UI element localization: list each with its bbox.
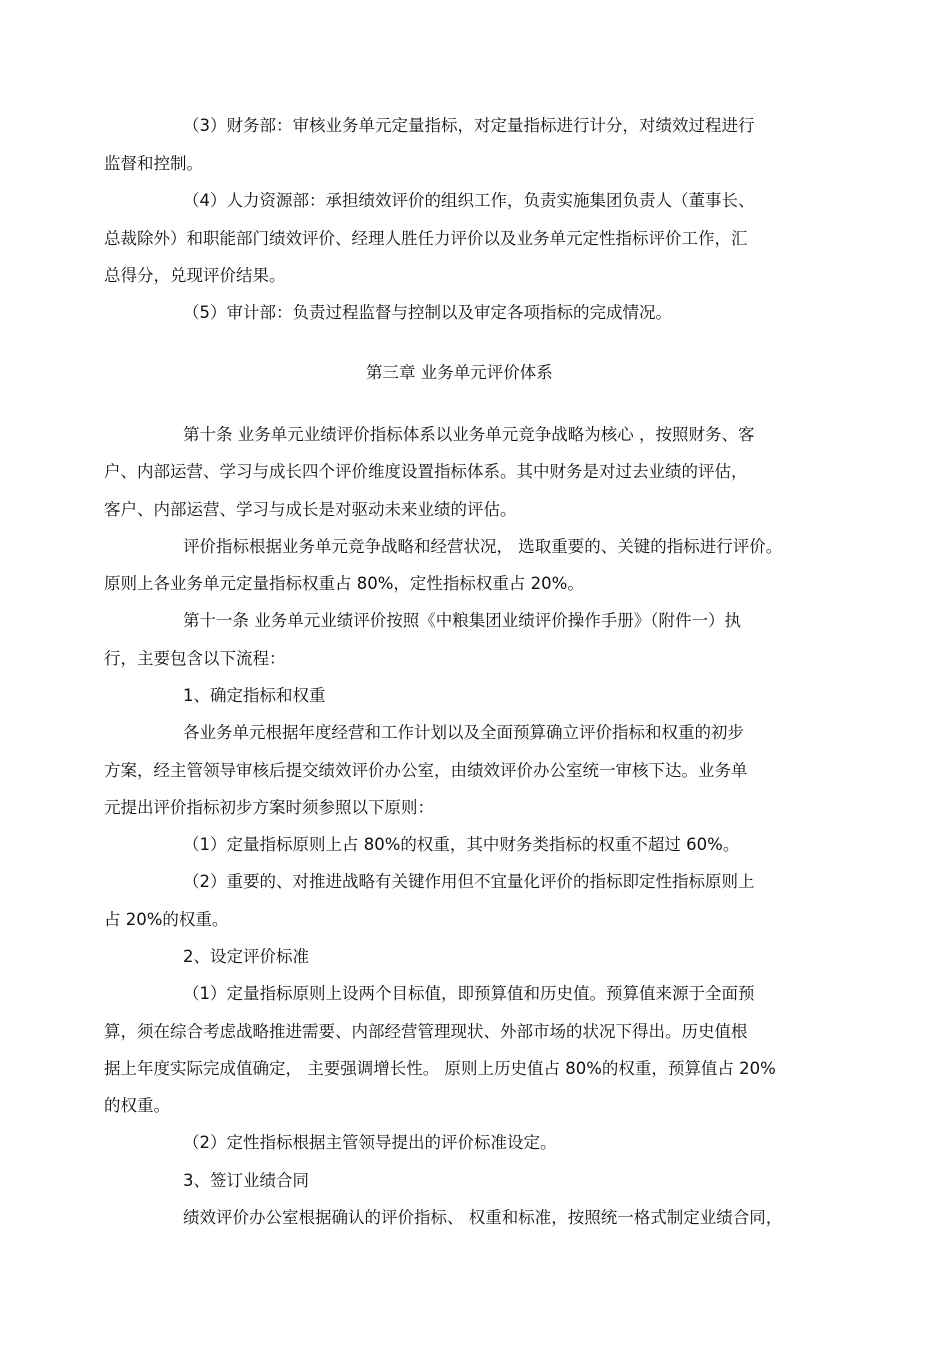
step2-rule-1-line-2: 算，须在综合考虑战略推进需要、内部经营管理现状、外部市场的状况下得出。历史值根	[104, 1022, 748, 1041]
step1-rule-2-line-1: （2）重要的、对推进战略有关键作用但不宜量化评价的指标即定性指标原则上	[183, 872, 755, 891]
finance-dept-line-1: （3）财务部：审核业务单元定量指标，对定量指标进行计分，对绩效过程进行	[183, 116, 755, 135]
step1-rule-2-line-2: 占 20%的权重。	[104, 910, 229, 929]
step1-rule-1: （1）定量指标原则上占 80%的权重，其中财务类指标的权重不超过 60%。	[183, 835, 740, 854]
step2-rule-1-line-1: （1）定量指标原则上设两个目标值，即预算值和历史值。预算值来源于全面预	[183, 984, 755, 1003]
step2-title: 2、设定评价标准	[183, 947, 309, 966]
step2-rule-1-line-3: 据上年度实际完成值确定， 主要强调增长性。 原则上历史值占 80%的权重，预算值占 20%	[104, 1059, 776, 1078]
step3-title: 3、签订业绩合同	[183, 1171, 309, 1190]
hr-dept-line-1: （4）人力资源部：承担绩效评价的组织工作，负责实施集团负责人（董事长、	[183, 191, 755, 210]
article10-line-1: 第十条 业务单元业绩评价指标体系以业务单元竞争战略为核心 ，按照财务、客	[183, 425, 755, 444]
article10-line-2: 户、内部运营、学习与成长四个评价维度设置指标体系。其中财务是对过去业绩的评估，	[104, 462, 748, 481]
article10-para2-line-2: 原则上各业务单元定量指标权重占 80%，定性指标权重占 20%。	[104, 574, 584, 593]
article10-line-3: 客户、内部运营、学习与成长是对驱动未来业绩的评估。	[104, 500, 517, 519]
hr-dept-line-2: 总裁除外）和职能部门绩效评价、经理人胜任力评价以及业务单元定性指标评价工作，汇	[104, 229, 748, 248]
step2-rule-1-line-4: 的权重。	[104, 1096, 170, 1115]
step2-rule-2: （2）定性指标根据主管领导提出的评价标准设定。	[183, 1133, 557, 1152]
article11-line-1: 第十一条 业务单元业绩评价按照《中粮集团业绩评价操作手册》（附件一）执	[183, 611, 741, 630]
step3-line-1: 绩效评价办公室根据确认的评价指标、 权重和标准，按照统一格式制定业绩合同，	[183, 1208, 783, 1227]
step1-line-2: 方案，经主管领导审核后提交绩效评价办公室，由绩效评价办公室统一审核下达。业务单	[104, 761, 748, 780]
audit-dept-line-1: （5）审计部：负责过程监督与控制以及审定各项指标的完成情况。	[183, 303, 672, 322]
article10-para2-line-1: 评价指标根据业务单元竞争战略和经营状况， 选取重要的、关键的指标进行评价。	[183, 537, 783, 556]
finance-dept-line-2: 监督和控制。	[104, 154, 203, 173]
step1-title: 1、确定指标和权重	[183, 686, 326, 705]
hr-dept-line-3: 总得分，兑现评价结果。	[104, 266, 286, 285]
article11-line-2: 行，主要包含以下流程：	[104, 649, 286, 668]
step1-line-1: 各业务单元根据年度经营和工作计划以及全面预算确立评价指标和权重的初步	[183, 723, 744, 742]
chapter-title: 第三章 业务单元评价体系	[366, 363, 553, 382]
step1-line-3: 元提出评价指标初步方案时须参照以下原则：	[104, 798, 434, 817]
